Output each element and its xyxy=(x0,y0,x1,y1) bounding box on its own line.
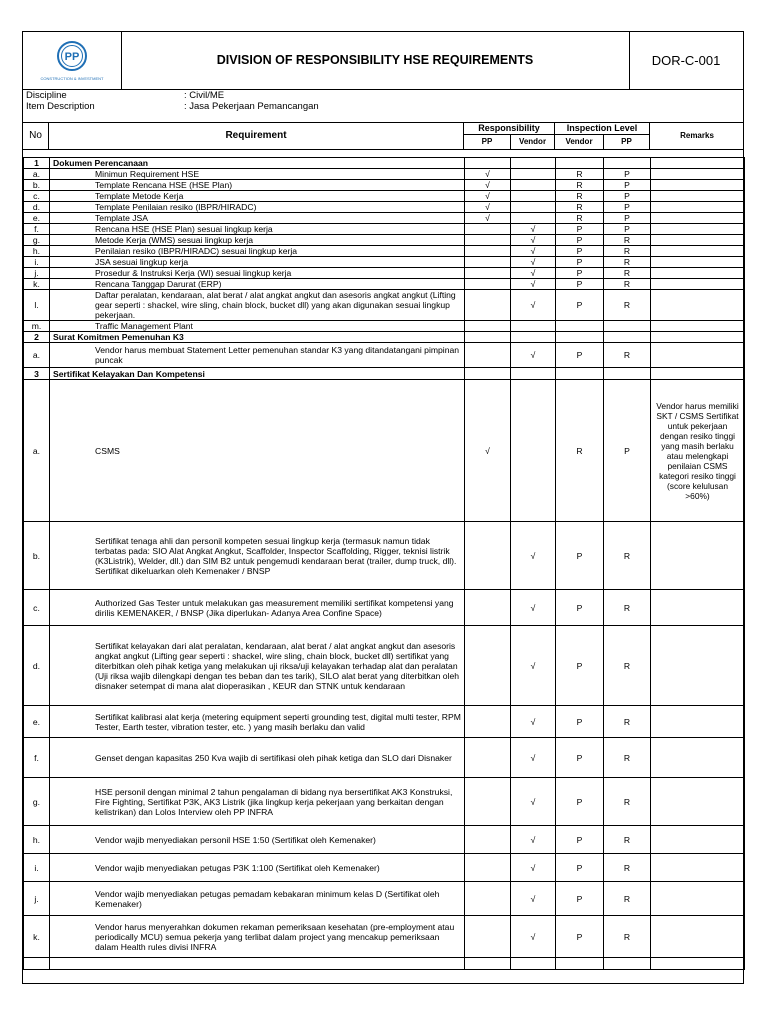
table-row xyxy=(24,224,745,235)
resp-vendor-cell: √ xyxy=(511,854,556,882)
insp-vendor-cell: P xyxy=(556,257,604,268)
section-row xyxy=(24,158,745,169)
col-resp-pp: PP xyxy=(464,135,511,149)
requirement-text: Traffic Management Plant xyxy=(50,321,465,332)
row-number: d. xyxy=(24,626,50,706)
insp-vendor-cell: P xyxy=(556,522,604,590)
resp-vendor-cell xyxy=(511,958,556,970)
insp-vendor-cell: R xyxy=(556,380,604,522)
requirement-text: Vendor wajib menyediakan personil HSE 1:50 (Sertifikat oleh Kemenaker) xyxy=(50,826,465,854)
insp-pp-cell: P xyxy=(604,180,651,191)
remarks-cell xyxy=(651,321,745,332)
resp-vendor-cell: √ xyxy=(511,235,556,246)
resp-pp-cell xyxy=(465,626,511,706)
insp-vendor-cell: P xyxy=(556,343,604,368)
requirement-text: Prosedur & Instruksi Kerja (WI) sesuai lingkup kerja xyxy=(50,268,465,279)
resp-pp-cell xyxy=(465,257,511,268)
empty-cell xyxy=(511,332,556,343)
resp-pp-cell xyxy=(465,882,511,916)
resp-pp-cell xyxy=(465,958,511,970)
discipline-label: Discipline xyxy=(26,90,67,101)
empty-cell xyxy=(556,158,604,169)
row-number: b. xyxy=(24,522,50,590)
document-page xyxy=(22,31,744,984)
remarks-cell xyxy=(651,191,745,202)
insp-vendor-cell: P xyxy=(556,235,604,246)
resp-pp-cell xyxy=(465,854,511,882)
remarks-cell: Vendor harus memiliki SKT / CSMS Sertifikat untuk pekerjaan dengan resiko tinggi yang masih berlaku atau melengkapi penilaian CSMS kategori resiko tinggi (score kelulusan >60%) xyxy=(651,380,745,522)
resp-vendor-cell: √ xyxy=(511,522,556,590)
section-title: Sertifikat Kelayakan Dan Kompetensi xyxy=(50,368,465,380)
col-responsibility: Responsibility xyxy=(464,122,554,135)
requirement-text: HSE personil dengan minimal 2 tahun pengalaman di bidang nya bersertifikat AK3 Konstruksi, Fire Fighting, Sertifikat P3K, AK3 Listrik (jika lingkup kerja pekerjaan yang berkaitan dengan kelistrikan) dan Lolos Interview oleh PP INFRA xyxy=(50,778,465,826)
resp-pp-cell xyxy=(465,224,511,235)
remarks-cell xyxy=(651,590,745,626)
col-insp-pp: PP xyxy=(621,137,632,146)
row-number: 2 xyxy=(24,332,50,343)
resp-vendor-cell: √ xyxy=(511,343,556,368)
table-row xyxy=(24,706,745,738)
remarks-cell xyxy=(651,235,745,246)
resp-vendor-cell: √ xyxy=(511,224,556,235)
table-row xyxy=(24,590,745,626)
item-description-value: : Jasa Pekerjaan Pemancangan xyxy=(184,101,319,112)
row-number: d. xyxy=(24,202,50,213)
empty-cell xyxy=(511,158,556,169)
logo-subtext: CONSTRUCTION & INVESTMENT xyxy=(40,76,104,81)
empty-cell xyxy=(465,158,511,169)
remarks-cell xyxy=(651,257,745,268)
requirement-text: JSA sesuai lingkup kerja xyxy=(50,257,465,268)
table-row xyxy=(24,321,745,332)
insp-pp-cell: R xyxy=(604,235,651,246)
insp-pp-cell: P xyxy=(604,202,651,213)
insp-pp-cell xyxy=(604,958,651,970)
table-row xyxy=(24,268,745,279)
discipline-value: : Civil/ME xyxy=(184,90,225,101)
resp-pp-cell: √ xyxy=(465,380,511,522)
resp-pp-cell xyxy=(465,826,511,854)
row-number: c. xyxy=(24,191,50,202)
table-row xyxy=(24,738,745,778)
requirement-text: Template Rencana HSE (HSE Plan) xyxy=(50,180,465,191)
insp-pp-cell: R xyxy=(604,778,651,826)
row-number: j. xyxy=(24,882,50,916)
insp-vendor-cell: P xyxy=(556,706,604,738)
resp-pp-cell xyxy=(465,738,511,778)
insp-pp-cell: R xyxy=(604,916,651,958)
col-resp-vendor: Vendor xyxy=(518,137,547,146)
requirement-text xyxy=(50,958,465,970)
row-number: j. xyxy=(24,268,50,279)
col-responsibility-group xyxy=(464,122,555,149)
remarks-cell xyxy=(651,343,745,368)
empty-cell xyxy=(465,368,511,380)
insp-pp-cell: P xyxy=(604,380,651,522)
empty-cell xyxy=(651,368,745,380)
row-number: 1 xyxy=(24,158,50,169)
row-number: m. xyxy=(24,321,50,332)
insp-pp-cell xyxy=(604,321,651,332)
insp-vendor-cell xyxy=(556,958,604,970)
empty-cell xyxy=(556,332,604,343)
requirement-text: Vendor harus menyerahkan dokumen rekaman pemeriksaan kesehatan (pre-employment atau periodically MCU) semua pekerja yang terlibat dalam project yang mencakup pemeriksaan dalam Health rules divisi INFRA xyxy=(50,916,465,958)
resp-pp-cell xyxy=(465,235,511,246)
insp-vendor-cell: R xyxy=(556,169,604,180)
remarks-cell xyxy=(651,202,745,213)
resp-vendor-cell: √ xyxy=(511,257,556,268)
section-row xyxy=(24,332,745,343)
row-number: l. xyxy=(24,290,50,321)
row-number: e. xyxy=(24,213,50,224)
document-number: DOR-C-001 xyxy=(651,53,721,68)
empty-cell xyxy=(604,332,651,343)
table-row xyxy=(24,958,745,970)
resp-pp-cell: √ xyxy=(465,169,511,180)
resp-pp-cell xyxy=(465,279,511,290)
requirement-text: CSMS xyxy=(50,380,465,522)
resp-pp-cell xyxy=(465,321,511,332)
table-row xyxy=(24,169,745,180)
meta-section xyxy=(23,89,743,123)
resp-vendor-cell xyxy=(511,191,556,202)
table-row xyxy=(24,213,745,224)
section-row xyxy=(24,368,745,380)
resp-vendor-cell: √ xyxy=(511,268,556,279)
table-row xyxy=(24,626,745,706)
resp-pp-cell xyxy=(465,916,511,958)
insp-pp-cell: R xyxy=(604,882,651,916)
requirement-text: Sertifikat tenaga ahli dan personil kompeten sesuai lingkup kerja (termasuk namun tidak terbatas pada: SIO Alat Angkat Angkut, Scaffolder, Inspector Scaffolding, Rigger, teknisi listrik (K3Listrik), Welder, dll.) dan SIM B2 untuk pengemudi kendaraan berat (trailer, dump truck, dll). Sertifikat dikeluarkan oleh Kemenaker / BNSP xyxy=(50,522,465,590)
insp-vendor-cell: P xyxy=(556,882,604,916)
insp-vendor-cell: P xyxy=(556,279,604,290)
resp-pp-cell xyxy=(465,590,511,626)
row-number: i. xyxy=(24,854,50,882)
requirement-text: Sertifikat kelayakan dari alat peralatan, kendaraan, alat berat / alat angkat angkut dan asesoris angkat angkut (Lifting gear seperti : shackel, wire sling, chain block, bucket dll) sertifikat yang diterbitkan oleh pihak ketiga yang melakukan uji riksa/uji kelayakan terhadap alat dan peralatan (Uji riksa wajib dilengkapi dengan tes beban dan tes tarik), SILO alat berat yang diterbitkan oleh disnaker setempat di mana alat dioperasikan , KEUR dan STNK untuk kendaraan xyxy=(50,626,465,706)
remarks-cell xyxy=(651,826,745,854)
row-number: e. xyxy=(24,706,50,738)
insp-vendor-cell xyxy=(556,321,604,332)
resp-pp-cell xyxy=(465,778,511,826)
column-header xyxy=(23,122,743,150)
insp-pp-cell: R xyxy=(604,257,651,268)
requirement-text: Authorized Gas Tester untuk melakukan gas measurement memiliki sertifikat kompetensi yang dirilis KEMENAKER, / BNSP (Jika diperlukan- Adanya Area Confine Space) xyxy=(50,590,465,626)
insp-vendor-cell: P xyxy=(556,738,604,778)
section-title: Dokumen Perencanaan xyxy=(50,158,465,169)
remarks-cell xyxy=(651,268,745,279)
table-row xyxy=(24,854,745,882)
table-row xyxy=(24,916,745,958)
resp-vendor-cell: √ xyxy=(511,290,556,321)
requirement-text: Vendor wajib menyediakan petugas P3K 1:100 (Sertifikat oleh Kemenaker) xyxy=(50,854,465,882)
remarks-cell xyxy=(651,522,745,590)
table-row xyxy=(24,826,745,854)
insp-vendor-cell: P xyxy=(556,778,604,826)
row-number: b. xyxy=(24,180,50,191)
empty-cell xyxy=(604,158,651,169)
insp-vendor-cell: P xyxy=(556,916,604,958)
resp-vendor-cell: √ xyxy=(511,706,556,738)
table-row xyxy=(24,522,745,590)
empty-cell xyxy=(651,158,745,169)
remarks-cell xyxy=(651,916,745,958)
row-number: g. xyxy=(24,235,50,246)
resp-pp-cell xyxy=(465,343,511,368)
table-row xyxy=(24,246,745,257)
remarks-cell xyxy=(651,224,745,235)
requirement-text: Genset dengan kapasitas 250 Kva wajib di sertifikasi oleh pihak ketiga dan SLO dari Disnaker xyxy=(50,738,465,778)
resp-pp-cell xyxy=(465,522,511,590)
requirement-text: Rencana Tanggap Darurat (ERP) xyxy=(50,279,465,290)
insp-pp-cell: R xyxy=(604,706,651,738)
insp-pp-cell: R xyxy=(604,626,651,706)
insp-vendor-cell: R xyxy=(556,202,604,213)
insp-vendor-cell: P xyxy=(556,854,604,882)
resp-pp-cell: √ xyxy=(465,191,511,202)
insp-pp-cell: R xyxy=(604,279,651,290)
col-inspection: Inspection Level xyxy=(555,122,649,135)
row-number: f. xyxy=(24,224,50,235)
empty-cell xyxy=(465,332,511,343)
resp-vendor-cell xyxy=(511,180,556,191)
requirement-text: Vendor harus membuat Statement Letter pemenuhan standar K3 yang ditandatangani pimpinan puncak xyxy=(50,343,465,368)
remarks-cell xyxy=(651,738,745,778)
insp-pp-cell: R xyxy=(604,343,651,368)
insp-pp-cell: P xyxy=(604,191,651,202)
insp-pp-cell: R xyxy=(604,522,651,590)
remarks-cell xyxy=(651,279,745,290)
resp-vendor-cell: √ xyxy=(511,916,556,958)
row-number: a. xyxy=(24,380,50,522)
col-requirement: Requirement xyxy=(49,122,464,149)
table-row xyxy=(24,279,745,290)
insp-pp-cell: R xyxy=(604,854,651,882)
remarks-cell xyxy=(651,290,745,321)
table-row xyxy=(24,380,745,522)
insp-pp-cell: R xyxy=(604,290,651,321)
resp-pp-cell xyxy=(465,706,511,738)
resp-vendor-cell: √ xyxy=(511,246,556,257)
pp-logo xyxy=(23,32,121,89)
requirement-text: Metode Kerja (WMS) sesuai lingkup kerja xyxy=(50,235,465,246)
insp-pp-cell: R xyxy=(604,826,651,854)
col-no: No xyxy=(23,122,49,149)
requirement-text: Template Metode Kerja xyxy=(50,191,465,202)
table-row xyxy=(24,290,745,321)
resp-vendor-cell: √ xyxy=(511,626,556,706)
remarks-cell xyxy=(651,958,745,970)
logo-cell xyxy=(23,32,122,89)
resp-vendor-cell: √ xyxy=(511,738,556,778)
insp-vendor-cell: P xyxy=(556,268,604,279)
document-header xyxy=(23,32,743,90)
document-title: DIVISION OF RESPONSIBILITY HSE REQUIREMENTS xyxy=(121,32,630,89)
resp-vendor-cell: √ xyxy=(511,826,556,854)
insp-vendor-cell: P xyxy=(556,626,604,706)
empty-cell xyxy=(511,368,556,380)
insp-vendor-cell: P xyxy=(556,590,604,626)
row-number: g. xyxy=(24,778,50,826)
insp-vendor-cell: R xyxy=(556,191,604,202)
row-number: c. xyxy=(24,590,50,626)
logo-text: PP xyxy=(64,51,80,63)
resp-pp-cell xyxy=(465,246,511,257)
col-inspection-group xyxy=(555,122,650,149)
row-number: f. xyxy=(24,738,50,778)
remarks-cell xyxy=(651,854,745,882)
row-number: h. xyxy=(24,246,50,257)
insp-vendor-cell: P xyxy=(556,246,604,257)
remarks-cell xyxy=(651,706,745,738)
insp-vendor-cell: P xyxy=(556,224,604,235)
remarks-cell xyxy=(651,246,745,257)
requirement-text: Template Penilaian resiko (IBPR/HIRADC) xyxy=(50,202,465,213)
remarks-cell xyxy=(651,626,745,706)
table-row xyxy=(24,778,745,826)
col-insp-vendor: Vendor xyxy=(555,135,604,149)
resp-pp-cell xyxy=(465,268,511,279)
insp-pp-cell: R xyxy=(604,246,651,257)
requirement-text: Penilaian resiko (IBPR/HIRADC) sesuai lingkup kerja xyxy=(50,246,465,257)
table-row xyxy=(24,882,745,916)
row-number: i. xyxy=(24,257,50,268)
insp-vendor-cell: R xyxy=(556,213,604,224)
section-title: Surat Komitmen Pemenuhan K3 xyxy=(50,332,465,343)
requirements-table xyxy=(23,157,745,970)
table-row xyxy=(24,235,745,246)
requirement-text: Minimun Requirement HSE xyxy=(50,169,465,180)
resp-pp-cell: √ xyxy=(465,202,511,213)
insp-pp-cell: R xyxy=(604,268,651,279)
remarks-cell xyxy=(651,882,745,916)
resp-vendor-cell xyxy=(511,321,556,332)
remarks-cell xyxy=(651,778,745,826)
item-description-label: Item Description xyxy=(26,101,95,112)
item-description-row xyxy=(26,101,319,113)
table-row xyxy=(24,191,745,202)
requirement-text: Daftar peralatan, kendaraan, alat berat / alat angkat angkut dan asesoris angkat angkut (Lifting gear seperti : shackel, wire sling, chain block, bucket dll) yang akan digunakan sesuai lingkup pekerjaan. xyxy=(50,290,465,321)
row-number: a. xyxy=(24,169,50,180)
row-number xyxy=(24,958,50,970)
resp-pp-cell: √ xyxy=(465,213,511,224)
resp-vendor-cell xyxy=(511,380,556,522)
insp-pp-cell: P xyxy=(604,213,651,224)
empty-cell xyxy=(556,368,604,380)
resp-vendor-cell: √ xyxy=(511,778,556,826)
row-number: h. xyxy=(24,826,50,854)
table-row xyxy=(24,202,745,213)
col-remarks: Remarks xyxy=(680,131,714,140)
empty-cell xyxy=(651,332,745,343)
insp-vendor-cell: P xyxy=(556,290,604,321)
resp-vendor-cell: √ xyxy=(511,279,556,290)
insp-pp-cell: P xyxy=(604,169,651,180)
insp-vendor-cell: P xyxy=(556,826,604,854)
requirement-text: Vendor wajib menyediakan petugas pemadam kebakaran minimum kelas D (Sertifikat oleh Kemenaker) xyxy=(50,882,465,916)
remarks-cell xyxy=(651,213,745,224)
resp-pp-cell xyxy=(465,290,511,321)
table-row xyxy=(24,343,745,368)
resp-pp-cell: √ xyxy=(465,180,511,191)
row-number: a. xyxy=(24,343,50,368)
remarks-cell xyxy=(651,169,745,180)
insp-pp-cell: R xyxy=(604,590,651,626)
empty-cell xyxy=(604,368,651,380)
insp-pp-cell: R xyxy=(604,738,651,778)
resp-vendor-cell xyxy=(511,213,556,224)
resp-vendor-cell xyxy=(511,169,556,180)
requirement-text: Rencana HSE (HSE Plan) sesuai lingkup kerja xyxy=(50,224,465,235)
insp-vendor-cell: R xyxy=(556,180,604,191)
requirement-text: Sertifikat kalibrasi alat kerja (metering equipment seperti grounding test, digital multi tester, RPM Tester, Earth tester, vibration tester, etc. ) yang masih berlaku dan valid xyxy=(50,706,465,738)
remarks-cell xyxy=(651,180,745,191)
row-number: k. xyxy=(24,916,50,958)
resp-vendor-cell xyxy=(511,202,556,213)
table-row xyxy=(24,257,745,268)
resp-vendor-cell: √ xyxy=(511,590,556,626)
row-number: k. xyxy=(24,279,50,290)
requirement-text: Template JSA xyxy=(50,213,465,224)
row-number: 3 xyxy=(24,368,50,380)
resp-vendor-cell: √ xyxy=(511,882,556,916)
insp-pp-cell: P xyxy=(604,224,651,235)
table-row xyxy=(24,180,745,191)
